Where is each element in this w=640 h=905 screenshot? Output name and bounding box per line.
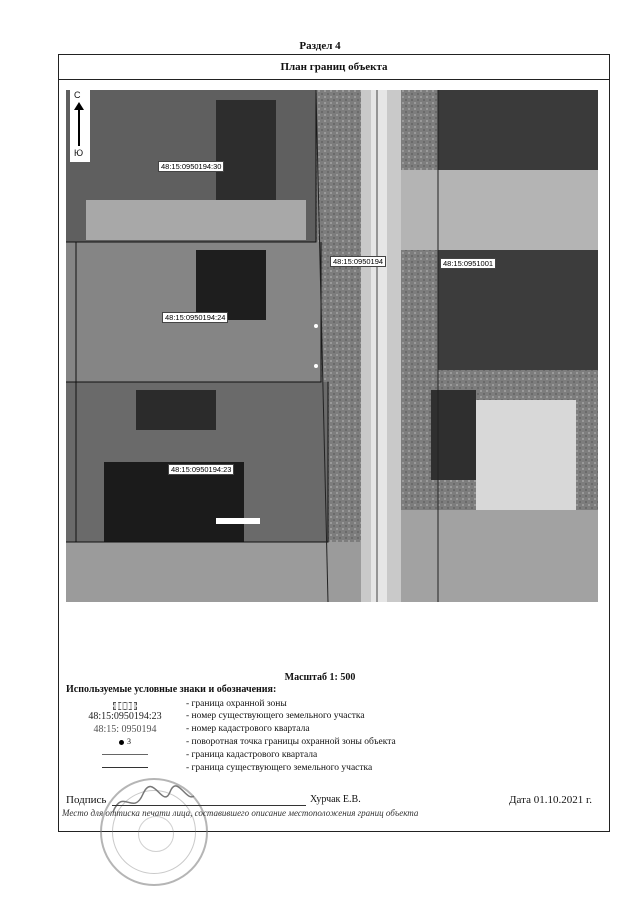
parcel-label: 48:15:0950194:30 <box>158 161 224 172</box>
signature-label: Подпись <box>66 794 107 806</box>
signature-row <box>66 794 596 808</box>
legend-item: - граница существующего земельного участка <box>66 763 596 775</box>
map-scale: Масштаб 1: 500 <box>284 672 356 683</box>
legend-item: $^3$ - поворотная точка границы охранной зоны объекта <box>66 737 596 749</box>
north-label: С <box>74 90 81 100</box>
turning-point-symbol: 3 <box>66 737 184 748</box>
plan-header <box>59 55 609 80</box>
map-imagery <box>66 90 598 602</box>
aerial-map <box>66 90 598 602</box>
quarter-number-symbol: 48:15: 0950194 <box>93 724 157 735</box>
parcel-boundary-symbol <box>66 763 184 773</box>
parcel-label: 48:15:0951001 <box>440 258 496 269</box>
parcel-label: 48:15:0950194:23 <box>168 464 234 475</box>
parcel-label: 48:15:0950194 <box>330 256 386 267</box>
legend-item: 48:15: 0950194 - номер кадастрового квартала <box>66 724 596 736</box>
dot-icon <box>119 740 124 745</box>
plan-title: План границ объекта <box>280 61 388 73</box>
legend-item: - граница кадастрового квартала <box>66 750 596 762</box>
signer-name: Хурчак Е.В. <box>310 794 361 805</box>
north-arrow <box>70 90 90 162</box>
legend-item: - граница охранной зоны <box>66 699 596 711</box>
parcel-block-right-top <box>438 90 598 170</box>
section-title: Раздел 4 <box>299 40 341 52</box>
north-arrow-icon <box>78 106 80 146</box>
signature-line <box>112 805 306 806</box>
south-label: Ю <box>74 148 84 158</box>
legend-item: 48:15:0950194:23 - номер существующего земельного участка <box>66 711 596 723</box>
legend-title: Используемые условные знаки и обозначения: <box>66 684 277 695</box>
parcel-number-symbol: 48:15:0950194:23 <box>88 711 162 722</box>
seal-place-note: Место для оттиска печати лица, составившего описание местоположения границ объекта <box>62 808 419 818</box>
parcel-label: 48:15:0950194:24 <box>162 312 228 323</box>
quarter-boundary-symbol <box>66 750 184 760</box>
signature-date: Дата 01.10.2021 г. <box>509 794 592 806</box>
turning-point-marker <box>314 324 318 328</box>
turning-point-marker <box>314 364 318 368</box>
